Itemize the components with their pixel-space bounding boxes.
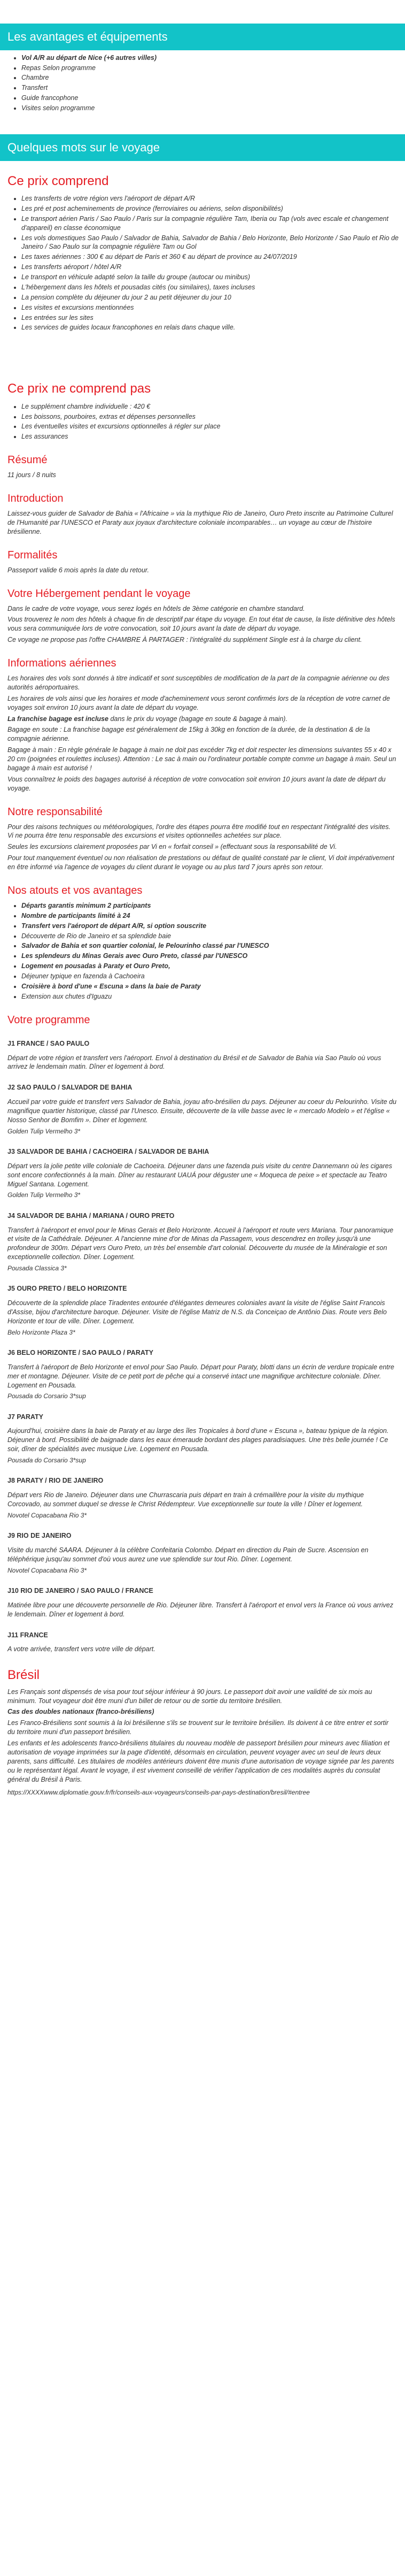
source-link[interactable]: https://XXXXwww.diplomatie.gouv.fr/fr/conseils-aux-voyageurs/conseils-par-pays-destination/bresil/#entree	[7, 1789, 310, 1797]
programme-heading: Votre programme	[7, 1014, 90, 1026]
day-title: J6 BELO HORIZONTE / SAO PAULO / PARATY	[7, 1348, 153, 1356]
day-hotel: Novotel Copacabana Rio 3*	[7, 1511, 87, 1519]
infos-text-5: Bagage à main : En règle générale le bagage à main ne doit pas excéder 7kg et doit respecter les dimensions suivantes 55 x 40 x 20 cm (poignées et roulettes incluses). Attention : Le sac à main ou l'ordinateur portable compte comme un bagage à main. Seul un bagage à main est autorisé !	[7, 746, 396, 772]
bresil-heading: Brésil	[7, 1668, 40, 1683]
list-item: • Salvador de Bahia et son quartier colonial, le Pelourinho classé par l'UNESCO	[21, 941, 405, 950]
resume-text: 11 jours / 8 nuits	[7, 471, 56, 479]
day-title: J10 RIO DE JANEIRO / SAO PAULO / FRANCE	[7, 1586, 153, 1594]
day-text: Départ de votre région et transfert vers l'aéroport. Envol à destination du Brésil et de Salvador de Bahia via Sao Paulo où vous arrivez le lendemain matin. Dîner et logement à bord.	[7, 1054, 381, 1071]
infos-heading: Informations aériennes	[7, 657, 116, 670]
day-hotel: Novotel Copacabana Rio 3*	[7, 1566, 87, 1574]
list-item: • Les pré et post acheminements de province (ferroviaires ou aériens, selon disponibilités)	[21, 204, 405, 213]
list-item: • Les splendeurs du Minas Gerais avec Ouro Preto, classé par l'UNESCO	[21, 952, 405, 961]
day-6	[0, 1348, 405, 1401]
day-text: Transfert à l'aéroport et envol pour le Minas Gerais et Belo Horizonte. Accueil à l'aéroport et route vers Mariana. Tour panoramique et visite de la Cathédrale. Déjeuner. A l'ancienne mine d'or de Minas da Passagem, vous descendrez en trolley jusqu'à une profondeur de 300m. Départ vers Ouro Preto, un très bel ensemble d'art colonial. Découverte du musée de la Minéralogie et son exceptionnelle collection. Dîner. Logement.	[7, 1226, 394, 1261]
day-10	[0, 1586, 405, 1619]
responsabilite-text-3: Pour tout manquement éventuel ou non réalisation de prestations ou défaut de qualité constaté par le client, Vi doit impérativement en être informé via l'agence de voyages du client durant le voyage ou au plus tard 7 jours après son retour.	[7, 854, 394, 871]
responsabilite-heading: Notre responsabilité	[7, 806, 103, 818]
bresil-text-3: Les Franco-Brésiliens sont soumis à la loi brésilienne s'ils se trouvent sur le territoire brésilien. Ils doivent à ce titre entrer et sortir du territoire muni d'un passeport brésilien.	[7, 1719, 389, 1736]
hebergement-heading: Votre Hébergement pendant le voyage	[7, 587, 191, 600]
list-item: • Guide francophone	[21, 94, 405, 103]
list-item: • Croisière à bord d'une « Escuna » dans la baie de Paraty	[21, 982, 405, 991]
day-text: Visite du marché SAARA. Déjeuner à la célèbre Confeitaria Colombo. Départ en direction du Pain de Sucre. Ascension en téléphérique jusqu'au sommet d'où vous aurez une vue splendide sur tout Rio. Dîner. Logement.	[7, 1546, 369, 1563]
hebergement-text-2: Vous trouverez le nom des hôtels à chaque fin de descriptif par étape du voyage. En tout état de cause, la liste définitive des hôtels vous sera communiquée lors de votre convocation, soit 10 jours avant la date de départ du voyage.	[7, 616, 395, 633]
day-text: A votre arrivée, transfert vers votre ville de départ.	[7, 1645, 155, 1653]
ne-comprend-list	[0, 402, 405, 442]
list-item: • Les vols domestiques Sao Paulo / Salvador de Bahia, Salvador de Bahia / Belo Horizonte, Belo Horizonte / Sao Paulo et Rio de Janeiro / Sao Paulo sur la compagnie régulière Tam ou Gol	[21, 234, 405, 252]
list-item: • Les assurances	[21, 432, 405, 441]
list-item: • Les éventuelles visites et excursions optionnelles à régler sur place	[21, 422, 405, 431]
infos-text-1: Les horaires des vols sont donnés à titre indicatif et sont susceptibles de modification de la part de la compagnie aérienne ou des autorités aéroportuaires.	[7, 674, 390, 691]
list-item: • Découverte de Rio de Janeiro et sa splendide baie	[21, 932, 405, 941]
list-item: • Les transferts de votre région vers l'aéroport de départ A/R	[21, 194, 405, 203]
ne-comprend-heading: Ce prix ne comprend pas	[7, 381, 151, 396]
list-item: • Le transport en véhicule adapté selon la taille du groupe (autocar ou minibus)	[21, 273, 405, 282]
infos-text-3: La franchise bagage est incluse dans le prix du voyage (bagage en soute & bagage à main).	[7, 715, 287, 723]
day-7	[0, 1413, 405, 1465]
day-text: Découverte de la splendide place Tiradentes entourée d'élégantes demeures coloniales avant la visite de l'église Saint Francois d'Assise, bijou d'architecture baroque. Déjeuner. Visite de l'église Matriz de N.S. da Conceiçao de Antônio Dias. Route vers Belo Horizonte et tour de ville. Dîner. Logement.	[7, 1299, 387, 1325]
day-hotel: Golden Tulip Vermelho 3*	[7, 1191, 81, 1199]
avantages-list	[0, 53, 405, 113]
comprend-heading: Ce prix comprend	[7, 173, 109, 188]
day-title: J8 PARATY / RIO DE JANEIRO	[7, 1477, 104, 1485]
day-text: Départ vers Rio de Janeiro. Déjeuner dans une Churrascaria puis départ en train à crémaillère pour la visite du mythique Corcovado, au sommet duquel se dresse le Christ Rédempteur. Vue exceptionnelle sur toute la ville ! Dîner et logement.	[7, 1491, 364, 1508]
infos-text-4: Bagage en soute : La franchise bagage est généralement de 15kg à 30kg en fonction de la durée, de la destination & de la compagnie aérienne.	[7, 726, 370, 743]
day-title: J3 SALVADOR DE BAHIA / CACHOEIRA / SALVADOR DE BAHIA	[7, 1147, 209, 1155]
day-text: Départ vers la jolie petite ville coloniale de Cachoeira. Déjeuner dans une fazenda puis visite du centre Dannemann où les cigares sont encore confectionnés à la main. Dîner au restaurant UAUÁ pour déguster une « Moqueca de peixe » et spectacle au Teatro Miguel Santana. Logement.	[7, 1162, 392, 1188]
list-item: • Le supplément chambre individuelle : 420 €	[21, 402, 405, 411]
formalites-text: Passeport valide 6 mois après la date du retour.	[7, 566, 149, 574]
day-title: J5 OURO PRETO / BELO HORIZONTE	[7, 1285, 127, 1293]
atouts-list	[0, 901, 405, 1001]
list-item: • Les boissons, pourboires, extras et dépenses personnelles	[21, 412, 405, 421]
list-item: • Les taxes aériennes : 300 € au départ de Paris et 360 € au départ de province au 24/07/2019	[21, 252, 405, 262]
infos-text-6: Vous connaîtrez le poids des bagages autorisé à réception de votre convocation soit environ 10 jours avant la date de départ du voyage.	[7, 775, 386, 792]
list-item: • Transfert vers l'aéroport de départ A/R, si option souscrite	[21, 922, 405, 931]
hebergement-text-3: Ce voyage ne propose pas l'offre CHAMBRE À PARTAGER : l'intégralité du supplément Single est à la charge du client.	[7, 636, 362, 644]
bresil-text-4: Les enfants et les adolescents franco-brésiliens titulaires du nouveau modèle de passeport brésilien pour mineurs avec filiation et autorisation de voyage imprimées sur la page d'identité, désormais en circulation, peuvent voyager avec un seul de leurs deux parents, sans difficulté. Les titulaires de modèles antérieurs doivent être munis d'une autorisation de voyage signée par les parents ou le représentant légal. Avant le voyage, il est vivement conseillé de vérifier l'application de ces modalités auprès du consulat général du Brésil à Paris.	[7, 1739, 394, 1783]
day-hotel: Pousada do Corsario 3*sup	[7, 1456, 86, 1465]
day-title: J2 SAO PAULO / SALVADOR DE BAHIA	[7, 1084, 133, 1092]
day-3	[0, 1147, 405, 1200]
list-item: • Nombre de participants limité à 24	[21, 911, 405, 921]
day-5	[0, 1284, 405, 1337]
day-title: J11 FRANCE	[7, 1631, 48, 1639]
list-item: • Vol A/R au départ de Nice (+6 autres villes)	[21, 53, 405, 63]
list-item: • Les transferts aéroport / hôtel A/R	[21, 263, 405, 272]
day-4	[0, 1212, 405, 1273]
list-item: • L'hébergement dans les hôtels et pousadas cités (ou similaires), taxes incluses	[21, 283, 405, 292]
introduction-text: Laissez-vous guider de Salvador de Bahia « l'Africaine » via la mythique Rio de Janeiro, Ouro Preto inscrite au Patrimoine Culturel de l'Humanité par l'UNESCO et Paraty aux joyaux d'architecture coloniale incomparables… un voyage au cœur de l'histoire brésilienne.	[7, 510, 393, 535]
day-text: Transfert à l'aéroport de Belo Horizonte et envol pour Sao Paulo. Départ pour Paraty, blotti dans un écrin de verdure tropicale entre mer et montagne. Déjeuner. Visite de ce petit port de pêche qui a conservé intact une magnifique architecture coloniale. Dîner. Logement en Pousada.	[7, 1363, 394, 1389]
day-hotel: Belo Horizonte Plaza 3*	[7, 1328, 75, 1336]
day-hotel: Pousada Classica 3*	[7, 1264, 67, 1272]
day-8	[0, 1476, 405, 1520]
day-title: J4 SALVADOR DE BAHIA / MARIANA / OURO PRETO	[7, 1212, 175, 1220]
formalites-heading: Formalités	[7, 549, 58, 561]
atouts-heading: Nos atouts et vos avantages	[7, 884, 143, 896]
day-title: J7 PARATY	[7, 1413, 43, 1421]
day-text: Aujourd'hui, croisière dans la baie de Paraty et au large des îles Tropicales à bord d'une « Escuna », bateau typique de la région. Déjeuner à bord. Possibilité de baignade dans les eaux émeraude bordant des plages paradisiaques. Une très belle journée ! Ce soir, dîner de spécialités avec musique Live. Logement en Pousada.	[7, 1427, 389, 1453]
list-item: • Départs garantis minimum 2 participants	[21, 901, 405, 910]
responsabilite-text-1: Pour des raisons techniques ou météorologiques, l'ordre des étapes pourra être modifié tout en respectant l'intégralité des visites. Vi ne pourra être tenu responsable des excursions et visites optionnelles achetées sur place.	[7, 823, 391, 840]
list-item: • Visites selon programme	[21, 104, 405, 113]
list-item: • Les entrées sur les sites	[21, 313, 405, 323]
day-text: Matinée libre pour une découverte personnelle de Rio. Déjeuner libre. Transfert à l'aéroport et envol vers la France où vous arrivez le lendemain. Dîner et logement à bord.	[7, 1601, 393, 1618]
day-title: J1 FRANCE / SAO PAULO	[7, 1039, 90, 1047]
day-9	[0, 1531, 405, 1575]
infos-text-2: Les horaires de vols ainsi que les horaires et mode d'acheminement vous seront confirmés lors de la réception de votre carnet de voyages soit environ 10 jours avant la date de départ du voyage.	[7, 694, 390, 711]
comprend-list	[0, 194, 405, 332]
list-item: • Logement en pousadas à Paraty et Ouro Preto,	[21, 962, 405, 971]
bagage-inclus: La franchise bagage est incluse	[7, 715, 108, 723]
day-text: Accueil par votre guide et transfert vers Salvador de Bahia, joyau afro-brésilien du pays. Déjeuner au coeur du Pelourinho. Visite du magnifique quartier historique, classé par l'Unesco. Ensuite, découverte de la ville basse avec le « mercado Modelo » et l'église « Nosso Senhor de Bomfim ». Dîner et logement.	[7, 1098, 396, 1124]
mots-banner: Quelques mots sur le voyage	[0, 134, 405, 161]
list-item: • La pension complète du déjeuner du jour 2 au petit déjeuner du jour 10	[21, 293, 405, 302]
day-hotel: Golden Tulip Vermelho 3*	[7, 1127, 81, 1135]
resume-heading: Résumé	[7, 454, 48, 466]
bresil-text-2: Cas des doubles nationaux (franco-brésiliens)	[7, 1708, 154, 1716]
day-2	[0, 1083, 405, 1136]
list-item: • Transfert	[21, 83, 405, 93]
introduction-heading: Introduction	[7, 493, 64, 505]
list-item: • Repas Selon programme	[21, 64, 405, 73]
avantages-banner: Les avantages et équipements	[0, 24, 405, 50]
day-11	[0, 1631, 405, 1654]
day-title: J9 RIO DE JANEIRO	[7, 1532, 72, 1540]
list-item: • Les services de guides locaux francophones en relais dans chaque ville.	[21, 323, 405, 332]
list-item: • Les visites et excursions mentionnées	[21, 303, 405, 312]
hebergement-text-1: Dans le cadre de votre voyage, vous serez logés en hôtels de 3ème catégorie en chambre standard.	[7, 604, 305, 612]
list-item: • Le transport aérien Paris / Sao Paulo / Paris sur la compagnie régulière Tam, Iberia ou Tap (vols avec escale et changement d'appareil) en classe économique	[21, 214, 405, 233]
list-item: • Chambre	[21, 73, 405, 82]
responsabilite-text-2: Seules les excursions clairement proposées par Vi en « forfait conseil » (effectuant sous la responsabilité de Vi.	[7, 843, 337, 851]
list-item: • Extension aux chutes d'Iguazu	[21, 992, 405, 1001]
list-item: • Déjeuner typique en fazenda à Cachoeira	[21, 972, 405, 981]
day-hotel: Pousada do Corsario 3*sup	[7, 1392, 86, 1400]
bresil-text-1: Les Français sont dispensés de visa pour tout séjour inférieur à 90 jours. Le passeport doit avoir une validité de six mois au minimum. Tout voyageur doit être muni d'un billet de retour ou de sortie du territoire brésilien.	[7, 1688, 372, 1705]
day-1	[0, 1039, 405, 1072]
